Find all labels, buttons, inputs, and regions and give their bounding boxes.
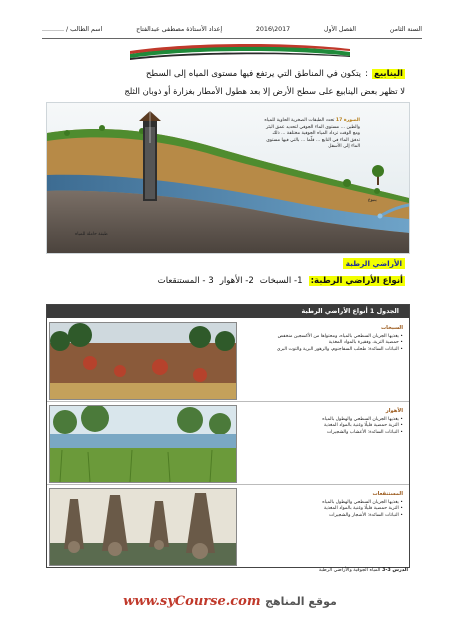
site-url[interactable]: www.syCourse.com bbox=[123, 594, 261, 609]
wetlands-title: الأراضي الرطبة bbox=[343, 258, 405, 269]
spring-label: ينبوع bbox=[368, 198, 377, 203]
figure-caption bbox=[262, 118, 360, 151]
term-label: الفصل الأول bbox=[323, 25, 356, 33]
marsh-photo bbox=[49, 405, 237, 483]
springs-term: الينابيع bbox=[373, 69, 403, 79]
table-row-marshes bbox=[47, 402, 409, 483]
springs-note: لا تظهر بعض الينابيع على سطح الأرض إلا بعد هطول الأمطار بغزارة أو ذوبان الثلج bbox=[124, 86, 405, 96]
bog-bullet-3: • النباتات السائدة: طحلب السفاجنوم، والزهور البرية والتوت البري bbox=[243, 347, 403, 354]
table-heading: الجدول 1 أنواع الأراضي الرطبة bbox=[47, 305, 409, 318]
wetland-type-2: 2- الأهوار bbox=[219, 276, 254, 286]
wetland-type-1: 1- السبخات bbox=[259, 276, 303, 286]
year-label: 2017\2016 bbox=[255, 25, 291, 33]
swamp-description bbox=[243, 491, 403, 519]
marsh-bullet-3: • النباتات السائدة: الأعشاب والشجيرات bbox=[243, 430, 403, 437]
marsh-bullet-2: • التربة حمضية قليلًا وغنية بالمواد المغذية bbox=[243, 423, 403, 430]
figure-caption-text: تحدد الطبقات الصخرية الحاوية للمياه والطين ... مستوى الماء الجوفي لتحديد عمق البئر ومع الوقت تزداد المياه الجوفية مختلفة ... ذلك تدفق الماء في النابع ... قلّما ... بالتي فيها مستوى الماء إلى الأسفل bbox=[264, 118, 360, 149]
lesson-number: الدرس 3-3 bbox=[382, 568, 408, 573]
swamp-photo bbox=[49, 488, 237, 566]
wetland-types-row bbox=[158, 276, 405, 286]
lesson-title: المياه الجوفية والأراضي الرطبة bbox=[318, 568, 381, 573]
bog-bullet-2: • حمضية التربة، وفقيرة بالمواد المغذية bbox=[243, 340, 403, 347]
marsh-description bbox=[243, 408, 403, 436]
bog-bullet-1: • يغذيها الجريان السطحي بالمياه، ومحتواها من الأكسجين منخفض bbox=[243, 334, 403, 341]
springs-definition-line: الينابيع : يتكون في المناطق التي يرتفع فيها مستوى المياه إلى السطح bbox=[145, 69, 403, 79]
springs-definition: يتكون في المناطق التي يرتفع فيها مستوى المياه إلى السطح bbox=[145, 69, 362, 79]
grade-label: السنة الثامن bbox=[389, 25, 422, 33]
bog-title: السبخات bbox=[380, 325, 403, 331]
swamp-bullet-1: • يغذيها الجريان السطحي والهطول بالمياه bbox=[243, 500, 403, 507]
figure-number: الصورة 17 bbox=[335, 118, 360, 123]
marsh-title: الأهوار bbox=[385, 408, 403, 414]
table-row-swamps bbox=[47, 485, 409, 566]
student-name-label: اسم الطالب / ........... bbox=[42, 25, 103, 33]
swamp-bullet-3: • النباتات السائدة: الأشجار والشجيرات bbox=[243, 513, 403, 520]
teacher-label: إعداد الأستاذة مصطفى عبدالفتاح bbox=[136, 25, 223, 33]
bog-photo bbox=[49, 322, 237, 400]
bog-description bbox=[243, 325, 403, 353]
table-row-bogs bbox=[47, 319, 409, 400]
swamp-title: المستنقعات bbox=[372, 491, 403, 497]
aquifer-label: طبقة حاملة للمياه bbox=[75, 232, 108, 237]
site-footer bbox=[110, 594, 350, 609]
wetland-type-3: 3 - المستنقعات bbox=[157, 276, 214, 286]
wetlands-table bbox=[46, 304, 410, 568]
header-banner-graphic bbox=[130, 42, 350, 64]
page-header bbox=[42, 20, 422, 38]
marsh-bullet-1: • يغذيها الجريان السطحي والهطول بالمياه bbox=[243, 417, 403, 424]
wetland-types-label: أنواع الأراضي الرطبة: bbox=[310, 276, 403, 286]
swamp-bullet-2: • التربة حمضية قليلًا وغنية بالمواد المغذية bbox=[243, 506, 403, 513]
header-divider bbox=[42, 38, 422, 39]
lesson-footer bbox=[46, 566, 408, 576]
site-label: موقع المناهج bbox=[265, 595, 337, 608]
